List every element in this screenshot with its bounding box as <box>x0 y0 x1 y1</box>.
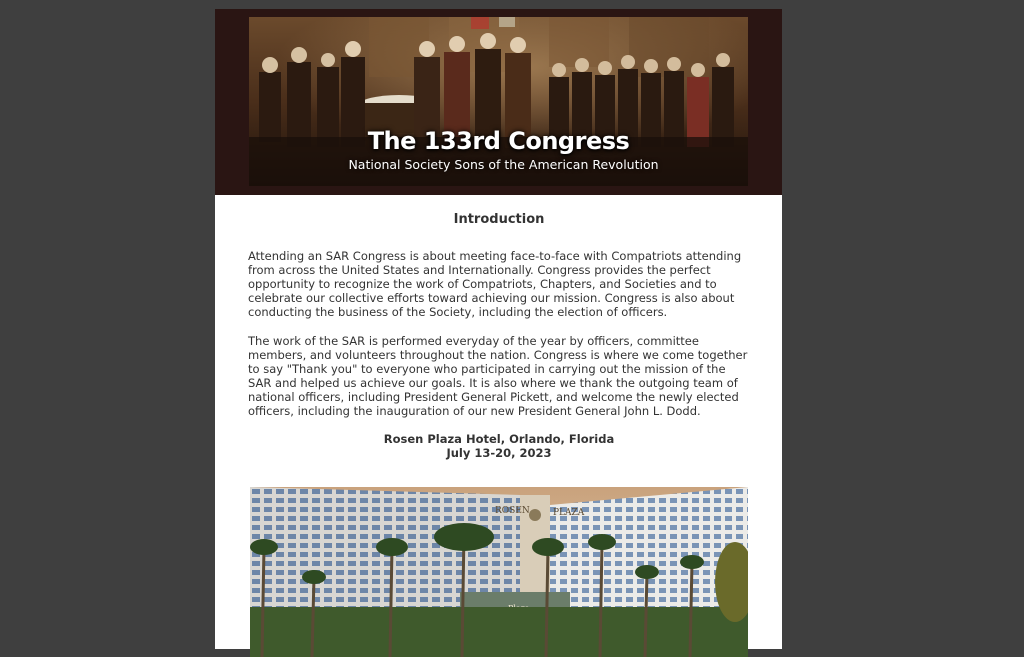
intro-paragraph-2: The work of the SAR is performed everyday of the year by officers, committee members, and volunteers throughout the nation. Congress is where we come together to say "Thank you" to everyone who participated in carrying out the mission of the SAR and helped us achieve our goals. It is also where we thank the outgoing team of national officers, including President General Pickett, and welcome the newly elected officers, including the inauguration of our new President General John L. Dodd. <box>248 333 748 419</box>
hotel-sign-left: ROSEN <box>495 506 530 516</box>
hotel-sign-right: PLAZA <box>553 508 585 518</box>
venue-location: Rosen Plaza Hotel, Orlando, Florida <box>383 432 615 447</box>
banner-image <box>249 17 748 186</box>
hotel-illustration <box>250 487 748 657</box>
intro-heading: Introduction <box>453 212 545 227</box>
intro-section <box>248 207 750 460</box>
banner-subtitle: National Society Sons of the American Revolution <box>348 157 659 172</box>
intro-paragraph-1: Attending an SAR Congress is about meeting face-to-face with Compatriots attending from across the United States and Internationally. Congress provides the perfect opportunity to recognize the work of Compatriots, Chapters, and Societies and to celebrate our collective efforts toward achieving our mission. Congress is also about conducting the business of the Society, including the election of officers. <box>248 249 742 320</box>
venue-dates: July 13-20, 2023 <box>446 446 552 461</box>
banner-title: The 133rd Congress <box>367 127 630 155</box>
email-page <box>215 9 782 649</box>
hotel-photo <box>250 487 748 657</box>
banner-frame <box>215 9 782 195</box>
